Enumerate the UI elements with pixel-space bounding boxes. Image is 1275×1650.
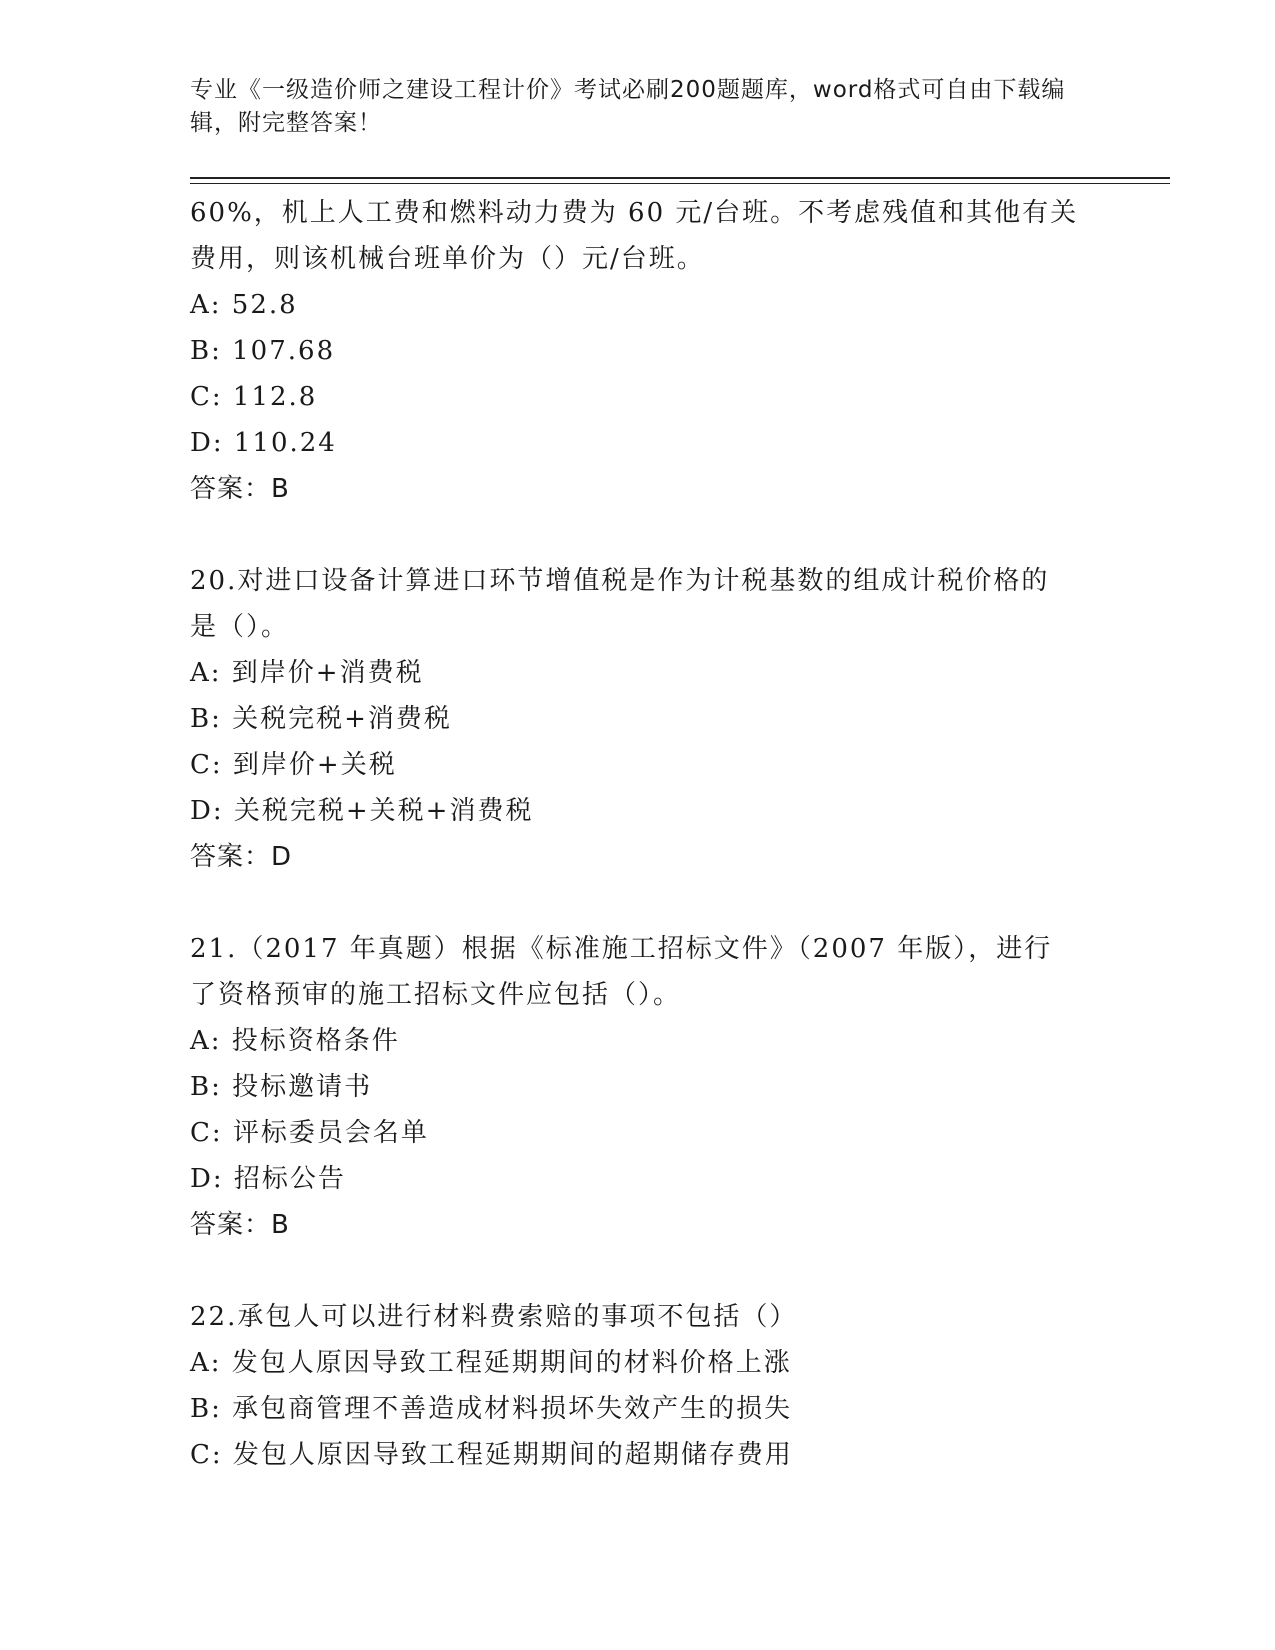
question-stem: 21.（2017 年真题）根据《标准施工招标文件》（2007 年版），进行: [190, 934, 1053, 964]
option-d: D: 110.24: [190, 428, 337, 458]
question-content: [190, 190, 1090, 1478]
option-a: A: 投标资格条件: [190, 1026, 400, 1056]
option-d: D: 招标公告: [190, 1164, 346, 1194]
option-b: B: 投标邀请书: [190, 1072, 373, 1102]
answer-label: 答案：D: [190, 842, 293, 872]
question-20: [190, 558, 1090, 880]
option-c: C: 到岸价+关税: [190, 750, 397, 780]
question-stem: 60%，机上人工费和燃料动力费为 60 元/台班。不考虑残值和其他有关: [190, 198, 1079, 228]
question-stem: 了资格预审的施工招标文件应包括（）。: [190, 980, 682, 1010]
option-c: C: 112.8: [190, 382, 318, 412]
question-19: [190, 190, 1090, 512]
option-d: D: 关税完税+关税+消费税: [190, 796, 534, 826]
question-stem: 22.承包人可以进行材料费索赔的事项不包括（）: [190, 1302, 798, 1332]
question-21: [190, 926, 1090, 1248]
header-divider-thin: [190, 183, 1170, 184]
answer-label: 答案：B: [190, 474, 290, 504]
option-c: C: 评标委员会名单: [190, 1118, 429, 1148]
option-a: A: 发包人原因导致工程延期期间的材料价格上涨: [190, 1348, 792, 1378]
header-divider: [190, 177, 1170, 179]
option-c: C: 发包人原因导致工程延期期间的超期储存费用: [190, 1440, 793, 1470]
question-stem: 20.对进口设备计算进口环节增值税是作为计税基数的组成计税价格的: [190, 566, 1050, 596]
option-a: A: 52.8: [190, 290, 298, 320]
question-22: [190, 1294, 1090, 1478]
answer-label: 答案：B: [190, 1210, 290, 1240]
question-stem: 是（）。: [190, 612, 290, 642]
option-b: B: 107.68: [190, 336, 336, 366]
option-b: B: 关税完税+消费税: [190, 704, 452, 734]
option-a: A: 到岸价+消费税: [190, 658, 424, 688]
option-b: B: 承包商管理不善造成材料损坏失效产生的损失: [190, 1394, 793, 1424]
page-header: 专业《一级造价师之建设工程计价》考试必刷200题题库，word格式可自由下载编辑，附完整答案！: [190, 77, 1066, 136]
question-stem: 费用，则该机械台班单价为（）元/台班。: [190, 244, 705, 274]
